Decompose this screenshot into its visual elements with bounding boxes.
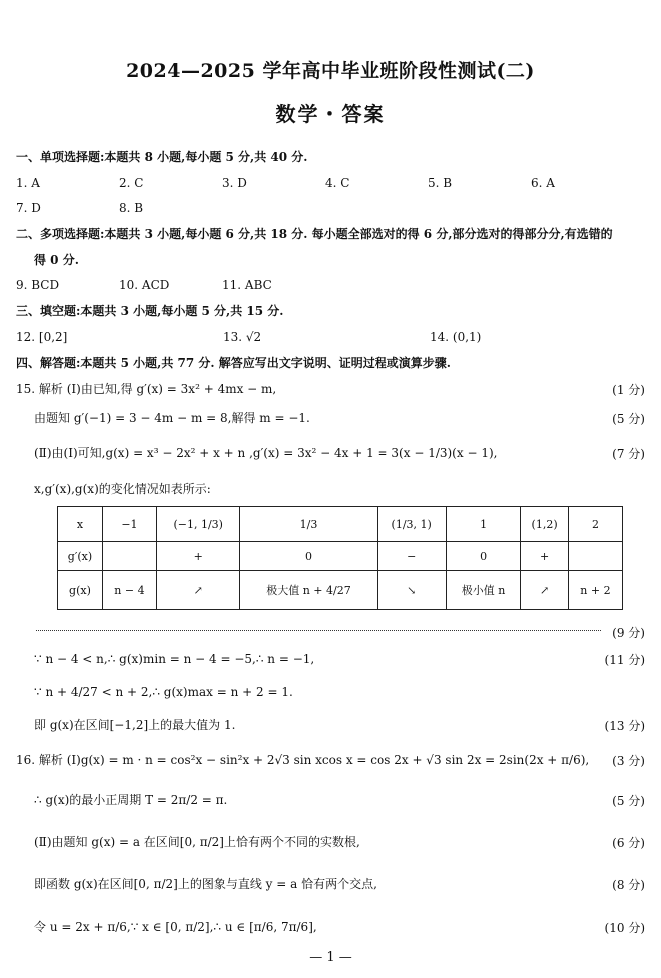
section-fill-blank: 三、填空题:本题共 3 小题,每小题 5 分,共 15 分. bbox=[16, 304, 284, 318]
answer-1: 1. A bbox=[16, 176, 40, 190]
table-cell: 0 bbox=[446, 542, 520, 571]
table-row bbox=[58, 507, 623, 542]
q15-score-1: (1 分) bbox=[612, 383, 645, 397]
answers-row-4 bbox=[16, 329, 645, 345]
section-free-response: 四、解答题:本题共 5 小题,共 77 分. 解答应写出文字说明、证明过程或演算步骤. bbox=[16, 356, 451, 370]
q15-line-3: (Ⅱ)由(Ⅰ)可知,g(x) = x³ − 2x² + x + n ,g′(x) = 3x² − 4x + 1 = 3(x − 1/3)(x − 1), bbox=[34, 446, 498, 460]
answers-row-2 bbox=[16, 200, 645, 216]
table-cell: n − 4 bbox=[102, 571, 156, 610]
q15-line-2: 由题知 g′(−1) = 3 − 4m − m = 8,解得 m = −1. bbox=[34, 411, 310, 425]
table-cell: 1/3 bbox=[240, 507, 377, 542]
table-cell: (1,2) bbox=[521, 507, 569, 542]
table-cell: g′(x) bbox=[58, 542, 103, 571]
section-single-choice: 一、单项选择题:本题共 8 小题,每小题 5 分,共 40 分. bbox=[16, 150, 308, 164]
table-cell: 极小值 n bbox=[446, 571, 520, 610]
section-multi-choice-cont: 得 0 分. bbox=[34, 253, 79, 267]
q16-score-4: (8 分) bbox=[612, 878, 645, 892]
table-cell bbox=[568, 542, 622, 571]
table-cell: − bbox=[377, 542, 446, 571]
page-number: — 1 — bbox=[309, 950, 352, 965]
answers-row-3 bbox=[16, 277, 645, 293]
answer-4: 4. C bbox=[325, 176, 350, 190]
table-cell: 1 bbox=[446, 507, 520, 542]
table-row bbox=[58, 571, 623, 610]
table-cell: 极大值 n + 4/27 bbox=[240, 571, 377, 610]
q16-line-2: ∴ g(x)的最小正周期 T = 2π/2 = π. bbox=[34, 793, 228, 807]
answer-7: 7. D bbox=[16, 201, 41, 215]
table-cell: n + 2 bbox=[568, 571, 622, 610]
answer-8: 8. B bbox=[119, 201, 144, 215]
q16-score-3: (6 分) bbox=[612, 836, 645, 850]
answer-12: 12. [0,2] bbox=[16, 330, 68, 344]
answer-11: 11. ABC bbox=[222, 278, 272, 292]
q16-line-5: 令 u = 2x + π/6,∵ x ∈ [0, π/2],∴ u ∈ [π/6, 7π/6], bbox=[34, 920, 317, 934]
q15-score-3: (7 分) bbox=[612, 447, 645, 461]
table-row bbox=[58, 542, 623, 571]
q15-score-5: (9 分) bbox=[612, 626, 645, 640]
table-cell: −1 bbox=[102, 507, 156, 542]
table-cell: + bbox=[521, 542, 569, 571]
q15-line-7: ∵ n + 4/27 < n + 2,∴ g(x)max = n + 2 = 1. bbox=[34, 685, 293, 699]
answer-13: 13. √2 bbox=[223, 330, 262, 344]
page-subtitle: 数学・答案 bbox=[275, 102, 386, 126]
table-cell: + bbox=[156, 542, 239, 571]
answer-2: 2. C bbox=[119, 176, 144, 190]
q15-line-1: 15. 解析 (Ⅰ)由已知,得 g′(x) = 3x² + 4mx − m, bbox=[16, 382, 277, 396]
answer-3: 3. D bbox=[222, 176, 247, 190]
q15-score-8: (13 分) bbox=[604, 719, 645, 733]
table-cell: ↘ bbox=[377, 571, 446, 610]
q16-score-5: (10 分) bbox=[604, 921, 645, 935]
q15-score-2: (5 分) bbox=[612, 412, 645, 426]
q16-score-2: (5 分) bbox=[612, 794, 645, 808]
table-cell: g(x) bbox=[58, 571, 103, 610]
q15-line-8: 即 g(x)在区间[−1,2]上的最大值为 1. bbox=[34, 718, 236, 732]
table-cell: (−1, 1/3) bbox=[156, 507, 239, 542]
page-title: 2024—2025 学年高中毕业班阶段性测试(二) bbox=[126, 60, 535, 82]
answer-9: 9. BCD bbox=[16, 278, 60, 292]
q16-line-3: (Ⅱ)由题知 g(x) = a 在区间[0, π/2]上恰有两个不同的实数根, bbox=[34, 835, 360, 849]
q16-score-1: (3 分) bbox=[612, 754, 645, 768]
q16-line-1: 16. 解析 (Ⅰ)g(x) = m · n = cos²x − sin²x + 2√3 sin xcos x = cos 2x + √3 sin 2x = 2sin(2x + π/6), bbox=[16, 753, 590, 767]
q15-score-6: (11 分) bbox=[604, 653, 645, 667]
answer-5: 5. B bbox=[428, 176, 453, 190]
table-cell bbox=[102, 542, 156, 571]
answer-14: 14. (0,1) bbox=[430, 330, 482, 344]
dotted-leader bbox=[36, 630, 601, 631]
q15-line-4: x,g′(x),g(x)的变化情况如表所示: bbox=[34, 482, 211, 496]
section-multi-choice: 二、多项选择题:本题共 3 小题,每小题 6 分,共 18 分. 每小题全部选对的得 6 分,部分选对的得部分分,有选错的 bbox=[16, 227, 613, 241]
q15-line-6: ∵ n − 4 < n,∴ g(x)min = n − 4 = −5,∴ n = −1, bbox=[34, 652, 315, 666]
answer-6: 6. A bbox=[531, 176, 555, 190]
table-cell: 0 bbox=[240, 542, 377, 571]
table-cell: ↗ bbox=[156, 571, 239, 610]
variation-table bbox=[57, 506, 623, 610]
answer-10: 10. ACD bbox=[119, 278, 170, 292]
table-cell: 2 bbox=[568, 507, 622, 542]
q16-line-4: 即函数 g(x)在区间[0, π/2]上的图象与直线 y = a 恰有两个交点, bbox=[34, 877, 377, 891]
table-cell: (1/3, 1) bbox=[377, 507, 446, 542]
table-cell: x bbox=[58, 507, 103, 542]
answers-row-1 bbox=[16, 175, 645, 191]
table-cell: ↗ bbox=[521, 571, 569, 610]
